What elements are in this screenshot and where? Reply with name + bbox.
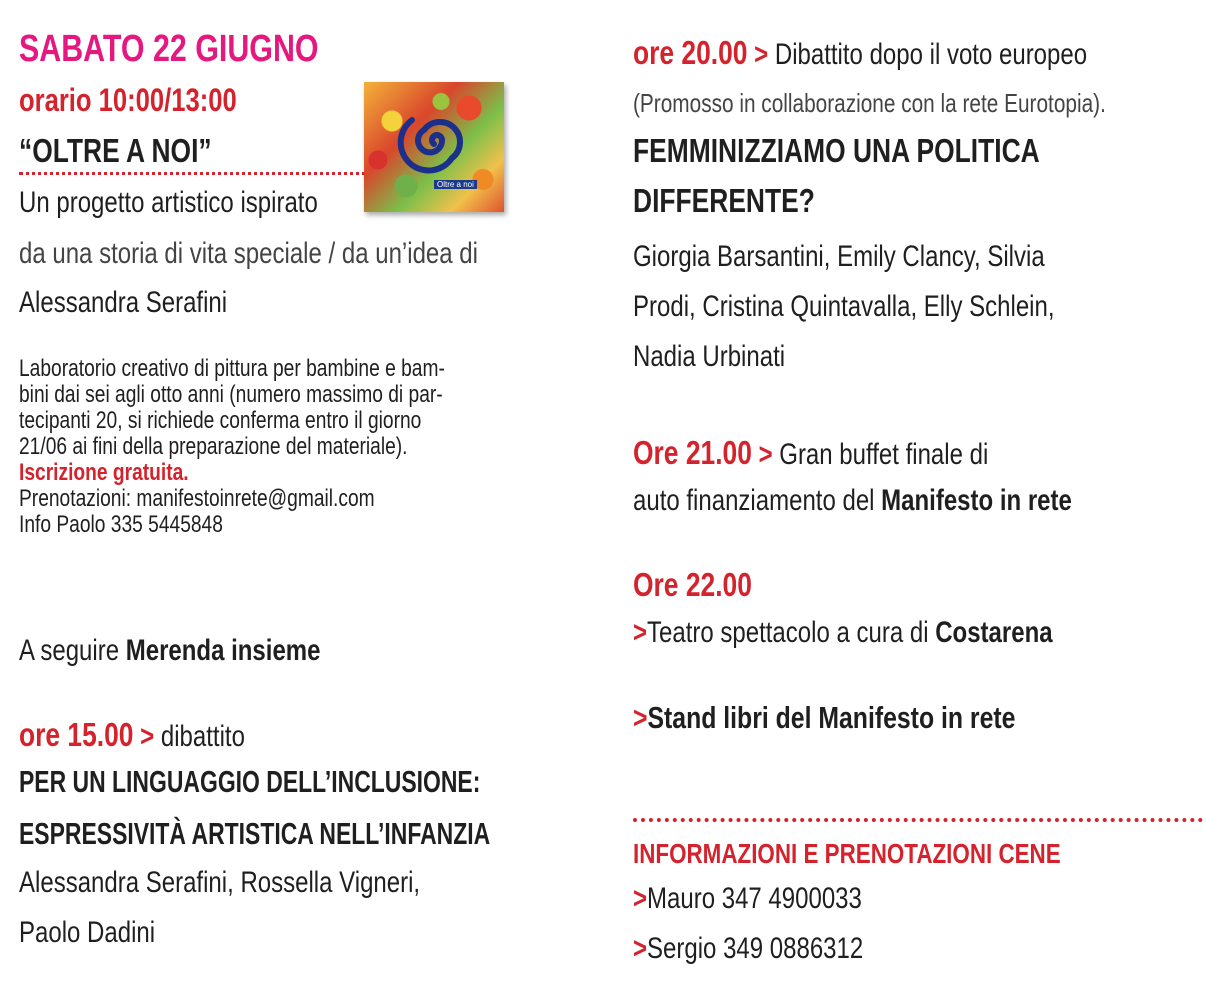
arrow-icon: >	[758, 438, 773, 471]
speakers-line: Giorgia Barsantini, Emily Clancy, Silvia	[633, 240, 1045, 273]
event1-text: Dibattito dopo il voto europeo	[774, 38, 1088, 71]
lab-line: bini dai sei agli otto anni (numero massimo di par-	[19, 381, 443, 408]
lab-line: 21/06 ai fini della preparazione del materiale).	[19, 433, 408, 460]
free-registration: Iscrizione gratuita.	[19, 459, 189, 486]
author-name: Alessandra Serafini	[19, 286, 228, 319]
event4-line	[633, 700, 1015, 736]
contact-sergio[interactable]	[633, 932, 863, 966]
talk-speakers-line-2: Paolo Dadini	[19, 916, 156, 949]
event2-bold: Manifesto in rete	[881, 484, 1072, 517]
event-hours: orario 10:00/13:00	[19, 82, 237, 118]
talk-label: dibattito	[160, 720, 245, 753]
event3-text: Teatro spettacolo a cura di	[647, 616, 936, 649]
spiral-icon	[364, 82, 504, 212]
event1-header	[633, 34, 1087, 72]
talk-title-line-1: PER UN LINGUAGGIO DELL’INCLUSIONE:	[19, 764, 481, 799]
talk-time: ore 15.00	[19, 716, 134, 753]
event1-note: (Promosso in collaborazione con la rete Eurotopia).	[633, 88, 1106, 118]
event2-time: Ore 21.00	[633, 434, 752, 471]
talk-header	[19, 716, 245, 754]
arrow-icon: >	[633, 700, 648, 735]
contact-sergio-text: Sergio 349 0886312	[647, 932, 864, 965]
arrow-icon: >	[633, 932, 648, 965]
arrow-icon: >	[633, 882, 648, 915]
snack-line	[19, 634, 320, 668]
talk-speakers-line-1: Alessandra Serafini, Rossella Vigneri,	[19, 866, 421, 899]
info-divider	[633, 818, 1203, 822]
arrow-icon: >	[754, 38, 769, 71]
speakers-line: Prodi, Cristina Quintavalla, Elly Schlein,	[633, 290, 1055, 323]
event1-time: ore 20.00	[633, 34, 748, 71]
snack-prefix: A seguire	[19, 634, 126, 667]
description-line-1: Un progetto artistico ispirato	[19, 186, 318, 219]
title-divider	[19, 172, 379, 175]
event4-bold: Stand libri del Manifesto in rete	[647, 700, 1016, 735]
lab-line: Laboratorio creativo di pittura per bambine e bam-	[19, 355, 445, 382]
info-title: INFORMAZIONI E PRENOTAZIONI CENE	[633, 838, 1061, 869]
lab-description	[19, 356, 445, 538]
arrow-icon: >	[140, 720, 155, 753]
booking-email[interactable]: Prenotazioni: manifestoinrete@gmail.com	[19, 485, 375, 512]
event3-line	[633, 616, 1053, 650]
event1-speakers	[633, 232, 1055, 382]
info-phone[interactable]: Info Paolo 335 5445848	[19, 511, 223, 538]
lab-line: tecipanti 20, si richiede conferma entro il giorno	[19, 407, 422, 434]
talk-title-line-2: ESPRESSIVITÀ ARTISTICA NELL’INFANZIA	[19, 816, 491, 851]
contact-mauro[interactable]	[633, 882, 862, 916]
event3-time: Ore 22.00	[633, 566, 752, 603]
event2-text: Gran buffet finale di	[779, 438, 989, 471]
artwork-label: Oltre a noi	[434, 180, 477, 189]
event2-line-2	[633, 484, 1072, 518]
artwork-image	[364, 82, 504, 212]
event3-bold: Costarena	[935, 616, 1053, 649]
event-date: SABATO 22 GIUGNO	[19, 28, 319, 70]
event-title: “OLTRE A NOI”	[19, 132, 212, 169]
event1-title-line-2: DIFFERENTE?	[633, 182, 815, 219]
arrow-icon: >	[633, 616, 648, 649]
snack-bold: Merenda insieme	[125, 634, 321, 667]
event2-header	[633, 434, 988, 472]
event2-prefix: auto finanziamento del	[633, 484, 882, 517]
description-line-2: da una storia di vita speciale / da un’idea di	[19, 237, 478, 270]
contact-mauro-text: Mauro 347 4900033	[647, 882, 862, 915]
event1-title-line-1: FEMMINIZZIAMO UNA POLITICA	[633, 132, 1040, 169]
speakers-line: Nadia Urbinati	[633, 340, 786, 373]
